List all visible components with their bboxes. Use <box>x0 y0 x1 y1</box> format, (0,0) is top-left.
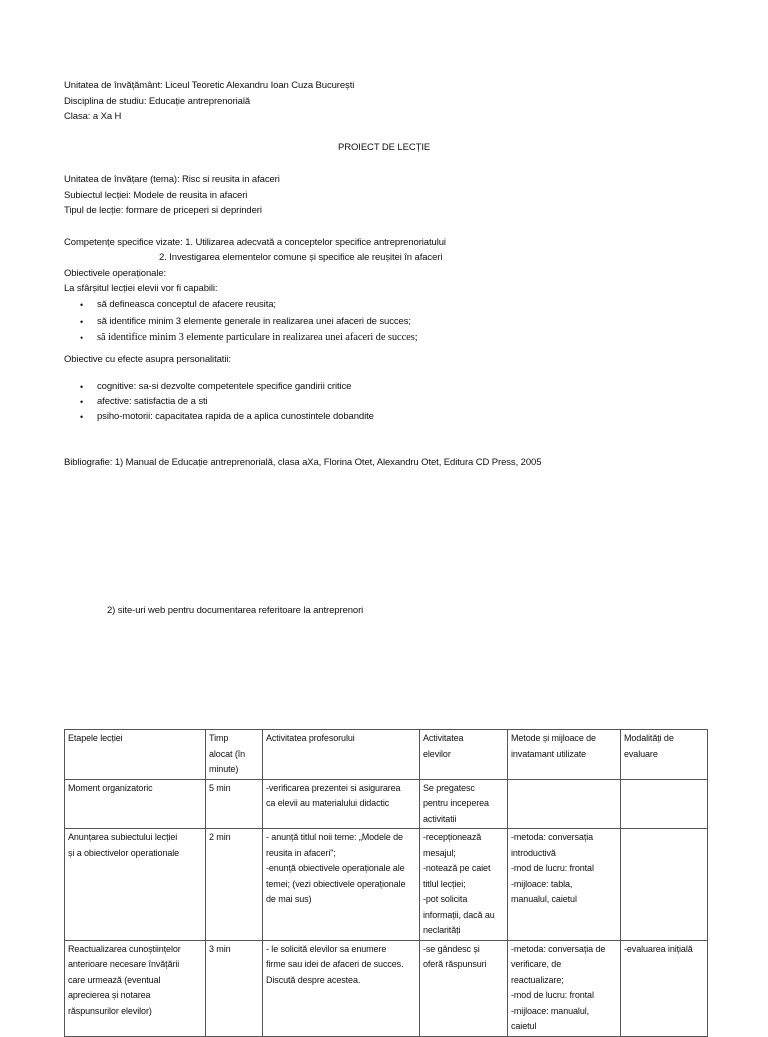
operational-objectives-list <box>80 299 418 344</box>
discipline-line: Disciplina de studiu: Educație antreprenorială <box>64 96 251 107</box>
lesson-plan-table <box>64 729 708 1037</box>
table-cell: - anunță titlul noii teme: „Modele de reusita in afaceri"; -enunță obiectivele operaționale ale temei; (vezi obiectivele operaționale de mai sus) <box>263 829 420 941</box>
lesson-type-line: Tipul de lecție: formare de priceperi si deprinderi <box>64 205 262 216</box>
bullet-icon: • <box>80 397 84 407</box>
competencies-line-1: Competențe specifice vizate: 1. Utilizarea adecvată a conceptelor specifice antreprenoriatului <box>64 237 446 248</box>
list-item <box>80 299 418 311</box>
header-cell: Metode și mijloace de invatamant utilizate <box>508 730 621 780</box>
bibliography-line-1: Bibliografie: 1) Manual de Educație antreprenorială, clasa aXa, Florina Otet, Alexandru Otet, Editura CD Press, 2005 <box>64 457 542 468</box>
table-row <box>65 829 708 941</box>
objectives-heading: Obiectivele operaționale: <box>64 268 167 279</box>
table-cell: 3 min <box>206 940 263 1036</box>
school-unit-line: Unitatea de învățământ: Liceul Teoretic Alexandru Ioan Cuza București <box>64 80 355 91</box>
header-cell: Etapele lecției <box>65 730 206 780</box>
table-cell: -recepționează mesajul; -notează pe caiet titlul lecției; -pot solicita informații, dacă au neclarități <box>420 829 508 941</box>
table-cell: Moment organizatoric <box>65 779 206 829</box>
list-item <box>80 316 418 328</box>
table-cell <box>508 779 621 829</box>
personality-objectives-heading: Obiective cu efecte asupra personalitatii: <box>64 354 231 365</box>
list-item <box>80 411 374 423</box>
header-cell: Activitatea profesorului <box>263 730 420 780</box>
lesson-subject-line: Subiectul lecției: Modele de reusita in afaceri <box>64 190 248 201</box>
table-cell: 2 min <box>206 829 263 941</box>
table-cell: -verificarea prezentei si asigurarea ca elevii au materialului didactic <box>263 779 420 829</box>
objective-text: cognitive: sa-si dezvolte competentele specifice gandirii critice <box>97 381 352 392</box>
table-cell: 5 min <box>206 779 263 829</box>
table-cell: Se pregatesc pentru inceperea activitatii <box>420 779 508 829</box>
table-header-row <box>65 730 708 780</box>
objective-text: să identifice minim 3 elemente particulare in realizarea unei afaceri de succes; <box>97 332 418 343</box>
bullet-icon: • <box>80 382 84 392</box>
table-cell <box>621 829 708 941</box>
list-item <box>80 381 374 393</box>
table-cell <box>621 779 708 829</box>
header-cell: Activitatea elevilor <box>420 730 508 780</box>
table-cell: - le solicită elevilor sa enumere firme sau idei de afaceri de succes. Discută despre acestea. <box>263 940 420 1036</box>
bullet-icon: • <box>80 317 84 327</box>
bullet-icon: • <box>80 412 84 422</box>
list-item <box>80 396 374 408</box>
bullet-icon: • <box>80 333 84 343</box>
table-row <box>65 940 708 1036</box>
header-cell: Modalități de evaluare <box>621 730 708 780</box>
class-line: Clasa: a Xa H <box>64 111 122 122</box>
objective-text: să identifice minim 3 elemente generale in realizarea unei afaceri de succes; <box>97 316 411 327</box>
list-item <box>80 332 418 344</box>
bibliography-line-2: 2) site-uri web pentru documentarea referitoare la antreprenori <box>107 605 364 616</box>
objectives-intro: La sfârșitul lecției elevii vor fi capabili: <box>64 283 218 294</box>
table-cell: -evaluarea inițială <box>621 940 708 1036</box>
table-cell: Anunțarea subiectului lecției și a obiectivelor operationale <box>65 829 206 941</box>
objective-text: să defineasca conceptul de afacere reusita; <box>97 299 276 310</box>
header-cell: Timp alocat (în minute) <box>206 730 263 780</box>
table-cell: -metoda: conversația de verificare, de reactualizare; -mod de lucru: frontal -mijloace: manualul, caietul <box>508 940 621 1036</box>
table-cell: Reactualizarea cunoștiințelor anterioare necesare învățării care urmează (eventual aprecierea și notarea răspunsurilor elevilor) <box>65 940 206 1036</box>
page-title: PROIECT DE LECȚIE <box>338 142 431 153</box>
table-row <box>65 779 708 829</box>
objective-text: psiho-motorii: capacitatea rapida de a aplica cunostintele dobandite <box>97 411 374 422</box>
learning-unit-line: Unitatea de învățare (tema): Risc si reusita in afaceri <box>64 174 280 185</box>
bullet-icon: • <box>80 300 84 310</box>
table-cell: -se gândesc și oferă răspunsuri <box>420 940 508 1036</box>
table-cell: -metoda: conversația introductivă -mod de lucru: frontal -mijloace: tabla, manualul, caietul <box>508 829 621 941</box>
competencies-line-2: 2. Investigarea elementelor comune și specifice ale reușitei în afaceri <box>159 252 443 263</box>
personality-objectives-list <box>80 381 374 423</box>
objective-text: afective: satisfactia de a sti <box>97 396 208 407</box>
